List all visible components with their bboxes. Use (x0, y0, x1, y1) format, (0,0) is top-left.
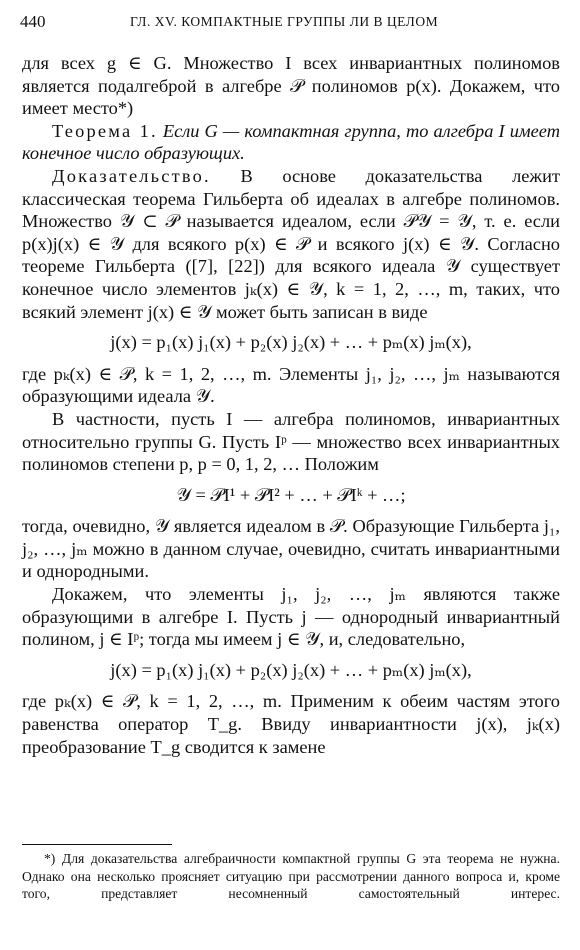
running-title: ГЛ. XV. КОМПАКТНЫЕ ГРУППЫ ЛИ В ЦЕЛОМ (130, 14, 439, 29)
paragraph: В частности, пусть I — алгебра полиномов, инвариантных относительно группы G. Пусть Iᵖ — множество всех инвариантных полиномов степени p, p = 0, 1, 2, … Положим (22, 408, 560, 475)
theorem-label: Теорема 1. (52, 120, 158, 141)
formula: j(x) = p₁(x) j₁(x) + p₂(x) j₂(x) + … + pₘ(x) jₘ(x), (110, 332, 472, 353)
theorem-statement: Если G — компактная группа, то алгебра I имеет конечное число образующих. (22, 120, 560, 164)
main-text (22, 52, 560, 758)
formula: 𝒴 = 𝒫I¹ + 𝒫I² + … + 𝒫Iᵏ + …; (176, 484, 406, 505)
footnote (22, 850, 560, 920)
formula: j(x) = p₁(x) j₁(x) + p₂(x) j₂(x) + … + pₘ(x) jₘ(x), (110, 659, 472, 680)
page-header (20, 8, 560, 34)
paragraph: где pₖ(x) ∈ 𝒫, k = 1, 2, …, m. Применим к обеим частям этого равенства оператор T_g. Ввиду инвариантности j(x), jₖ(x) преобразование T_g сводится к замене (22, 691, 560, 757)
footnote-rule (22, 844, 172, 845)
proof-paragraph (22, 165, 560, 323)
footnote-text: *) Для доказательства алгебраичности компактной группы G эта теорема не нужна. Однако она несколько проясняет ситуацию при рассмотрении данного вопроса и, кроме того, представляет несомненный самостоятельный интерес. (22, 851, 560, 901)
proof-label: Доказательство. (52, 165, 211, 186)
theorem (22, 120, 560, 165)
paragraph: где pₖ(x) ∈ 𝒫, k = 1, 2, …, m. Элементы j₁, j₂, …, jₘ называются образующими идеала 𝒴. (22, 363, 560, 407)
paragraph: для всех g ∈ G. Множество I всех инвариантных полиномов является подалгеброй в алгебре 𝒫 полиномов p(x). Докажем, что имеет место*) (22, 53, 560, 119)
paragraph: тогда, очевидно, 𝒴 является идеалом в 𝒫. Образующие Гильберта j₁, j₂, …, jₘ можно в данном случае, очевидно, считать инвариантными и однородными. (22, 516, 560, 582)
proof-text: В основе доказательства лежит классическая теорема Гильберта об идеалах в алгебре полиномов. Множество 𝒴 ⊂ 𝒫 называется идеалом, если 𝒫𝒴 = 𝒴, т. е. если p(x)j(x) ∈ 𝒴 для всякого p(x) ∈ 𝒫 и всякого j(x) ∈ 𝒴. Согласно теореме Гильберта ([7], [22]) для всякого идеала 𝒴 существует конечное число элементов jₖ(x) ∈ 𝒴, k = 1, 2, …, m, таких, что всякий элемент j(x) ∈ 𝒴 может быть записан в виде (22, 165, 560, 322)
paragraph: Докажем, что элементы j₁, j₂, …, jₘ являются также образующими в алгебре I. Пусть j — однородный инвариантный полином, j ∈ Iᵖ; тогда мы имеем j ∈ 𝒴, и, следовательно, (22, 584, 560, 650)
page-number: 440 (20, 12, 46, 31)
